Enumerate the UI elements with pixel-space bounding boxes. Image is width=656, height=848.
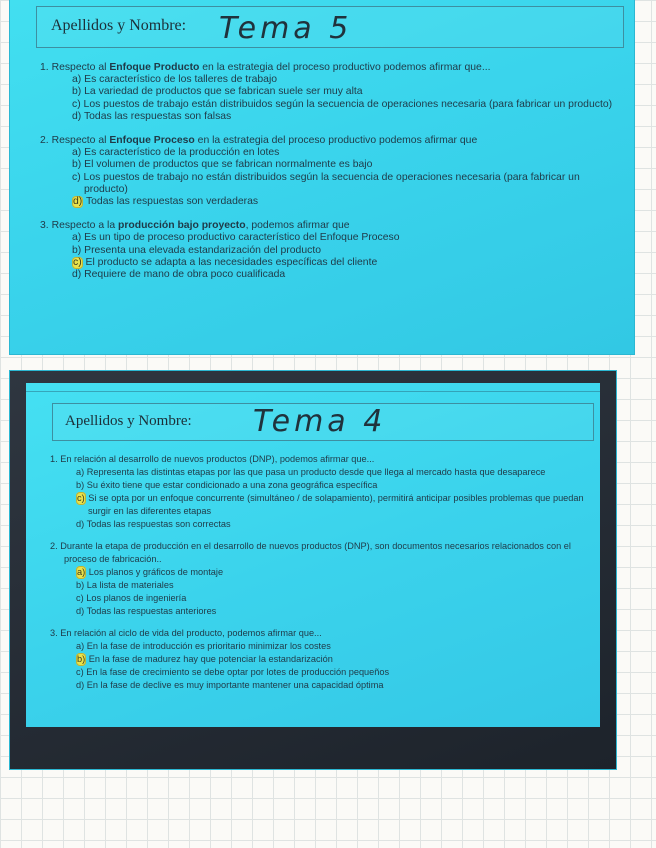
answer-text: Representa las distintas etapas por las que pasa un producto desde que llega al mercado hasta que desaparece: [86, 467, 546, 477]
answer-option: [72, 269, 620, 281]
answer-options: [40, 147, 620, 208]
answer-text: Los puestos de trabajo están distribuidos según la secuencia de operaciones necesaria (para fabricar un producto): [83, 98, 613, 110]
answer-letter: b): [76, 580, 85, 590]
exam-photo-tema-4: [10, 371, 616, 769]
answer-text: El volumen de productos que se fabrican normalmente es bajo: [84, 159, 373, 171]
answer-letter: b): [72, 159, 82, 171]
answer-text: Los puestos de trabajo no están distribuidos según la secuencia de operaciones necesaria (para fabricar un producto): [83, 171, 580, 195]
answer-option: [76, 605, 590, 618]
question-number: 3.: [40, 220, 49, 232]
highlighted-answer-letter: a): [77, 567, 86, 577]
question-keyword: Enfoque Proceso: [109, 135, 195, 147]
exam-photo-tema-5: [10, 0, 634, 354]
question-stem: Durante la etapa de producción en el desarrollo de nuevos productos (DNP), son documentos necesarios relacionados con el proceso de fabricación..: [60, 541, 571, 564]
answer-options: [50, 640, 590, 692]
answer-option: [76, 466, 590, 479]
answer-text: Todas las respuestas anteriores: [86, 606, 217, 616]
answer-option: [76, 592, 590, 605]
answer-letter: d): [76, 680, 85, 690]
question-item: [40, 135, 620, 208]
answer-option: [72, 147, 620, 159]
question-keyword: producción bajo proyecto: [118, 220, 246, 232]
question-keyword: Enfoque Producto: [109, 62, 200, 73]
answer-letter: d): [72, 269, 82, 281]
answer-text: El producto se adapta a las necesidades específicas del cliente: [85, 256, 378, 268]
answer-letter: d): [76, 606, 85, 616]
answer-option: [72, 111, 620, 123]
answer-option: [72, 245, 620, 257]
highlighted-answer-letter: c): [73, 256, 82, 268]
answer-text: Todas las respuestas son correctas: [86, 519, 231, 529]
name-label: Apellidos y Nombre:: [51, 17, 187, 34]
answer-options: [40, 232, 620, 281]
answer-letter: c): [72, 171, 81, 183]
question-text: [50, 540, 590, 566]
answer-option: [76, 640, 590, 653]
question-number: 2.: [50, 541, 58, 551]
name-field-box: [36, 6, 624, 48]
question-item: [40, 62, 620, 123]
answer-text: Es característico de los talleres de trabajo: [84, 74, 278, 86]
question-text: [50, 627, 590, 640]
answer-text: En la fase de madurez hay que potenciar la estandarización: [88, 654, 333, 664]
answer-text: En la fase de declive es muy importante mantener una capacidad óptima: [86, 680, 384, 690]
answer-text: Requiere de mano de obra poco cualificada: [84, 269, 286, 281]
question-list: [50, 453, 590, 701]
answer-text: Si se opta por un enfoque concurrente (simultáneo / de solapamiento), permitirá anticipar posibles problemas que puedan surgir en las diferentes etapas: [88, 493, 584, 516]
answer-letter: a): [76, 467, 85, 477]
question-stem: En relación al desarrollo de nuevos productos (DNP), podemos afirmar que...: [60, 454, 375, 464]
answer-text: La variedad de productos que se fabrican suele ser muy alta: [84, 86, 363, 98]
question-stem-end: en la estrategia del proceso productivo podemos afirmar que...: [199, 62, 491, 73]
answer-text: Es un tipo de proceso productivo característico del Enfoque Proceso: [84, 232, 400, 244]
question-item: [50, 540, 590, 618]
question-text: [40, 135, 620, 147]
projector-screen: [26, 383, 600, 727]
question-stem-end: en la estrategia del proceso productivo podemos afirmar que: [194, 135, 478, 147]
answer-text: Todas las respuestas son verdaderas: [85, 196, 259, 208]
answer-text: La lista de materiales: [86, 580, 174, 590]
answer-text: Es característico de la producción en lotes: [84, 147, 280, 159]
answer-letter: d): [72, 110, 82, 122]
answer-letter: d): [76, 519, 85, 529]
handwritten-topic: Tema 4: [253, 404, 387, 439]
name-label: Apellidos y Nombre:: [65, 413, 192, 429]
question-text: [50, 453, 590, 466]
answer-letter: a): [72, 74, 82, 86]
question-list: [40, 62, 620, 293]
answer-options: [50, 466, 590, 531]
answer-letter: b): [72, 86, 82, 98]
question-stem-end: , podemos afirmar que: [245, 220, 350, 232]
answer-option: [72, 99, 620, 111]
question-stem: Respecto al: [51, 62, 110, 73]
highlighted-answer-letter: c): [77, 493, 85, 503]
answer-text: Presenta una elevada estandarización del producto: [84, 244, 321, 256]
answer-letter: c): [76, 593, 84, 603]
name-field-box: [52, 403, 594, 441]
answer-letter: a): [76, 641, 85, 651]
answer-text: En la fase de crecimiento se debe optar por lotes de producción pequeños: [86, 667, 390, 677]
answer-letter: a): [72, 232, 82, 244]
divider-line: [26, 391, 600, 392]
answer-option: [76, 492, 590, 518]
question-stem: Respecto a la: [51, 220, 118, 232]
answer-options: [50, 566, 590, 618]
question-item: [50, 627, 590, 692]
answer-text: En la fase de introducción es prioritario minimizar los costes: [86, 641, 331, 651]
question-number: 3.: [50, 628, 58, 638]
answer-options: [40, 74, 620, 123]
question-number: 2.: [40, 135, 49, 147]
answer-option: [76, 679, 590, 692]
answer-option: [72, 159, 620, 171]
answer-option: [72, 172, 620, 196]
question-stem: Respecto al: [51, 135, 110, 147]
answer-text: Todas las respuestas son falsas: [83, 110, 232, 122]
answer-letter: c): [76, 667, 84, 677]
answer-letter: c): [72, 98, 81, 110]
highlighted-answer-letter: b): [77, 654, 86, 664]
answer-letter: b): [76, 480, 85, 490]
question-stem: En relación al ciclo de vida del producto, podemos afirmar que...: [60, 628, 322, 638]
answer-option: [76, 666, 590, 679]
answer-option: [76, 653, 590, 666]
question-item: [50, 453, 590, 531]
answer-letter: a): [72, 147, 82, 159]
answer-option: [76, 566, 590, 579]
answer-option: [72, 232, 620, 244]
answer-option: [76, 479, 590, 492]
answer-text: Los planos de ingeniería: [86, 593, 187, 603]
handwritten-topic: Tema 5: [219, 11, 353, 46]
question-text: [40, 62, 620, 74]
answer-option: [72, 196, 620, 208]
question-number: 1.: [40, 62, 49, 73]
answer-option: [72, 74, 620, 86]
answer-option: [76, 579, 590, 592]
answer-letter: b): [72, 244, 82, 256]
question-text: [40, 220, 620, 232]
answer-text: Su éxito tiene que estar condicionado a una zona geográfica específica: [86, 480, 378, 490]
question-number: 1.: [50, 454, 58, 464]
answer-option: [76, 518, 590, 531]
answer-option: [72, 257, 620, 269]
answer-option: [72, 86, 620, 98]
question-item: [40, 220, 620, 281]
highlighted-answer-letter: d): [73, 196, 83, 208]
answer-text: Los planos y gráficos de montaje: [88, 567, 224, 577]
